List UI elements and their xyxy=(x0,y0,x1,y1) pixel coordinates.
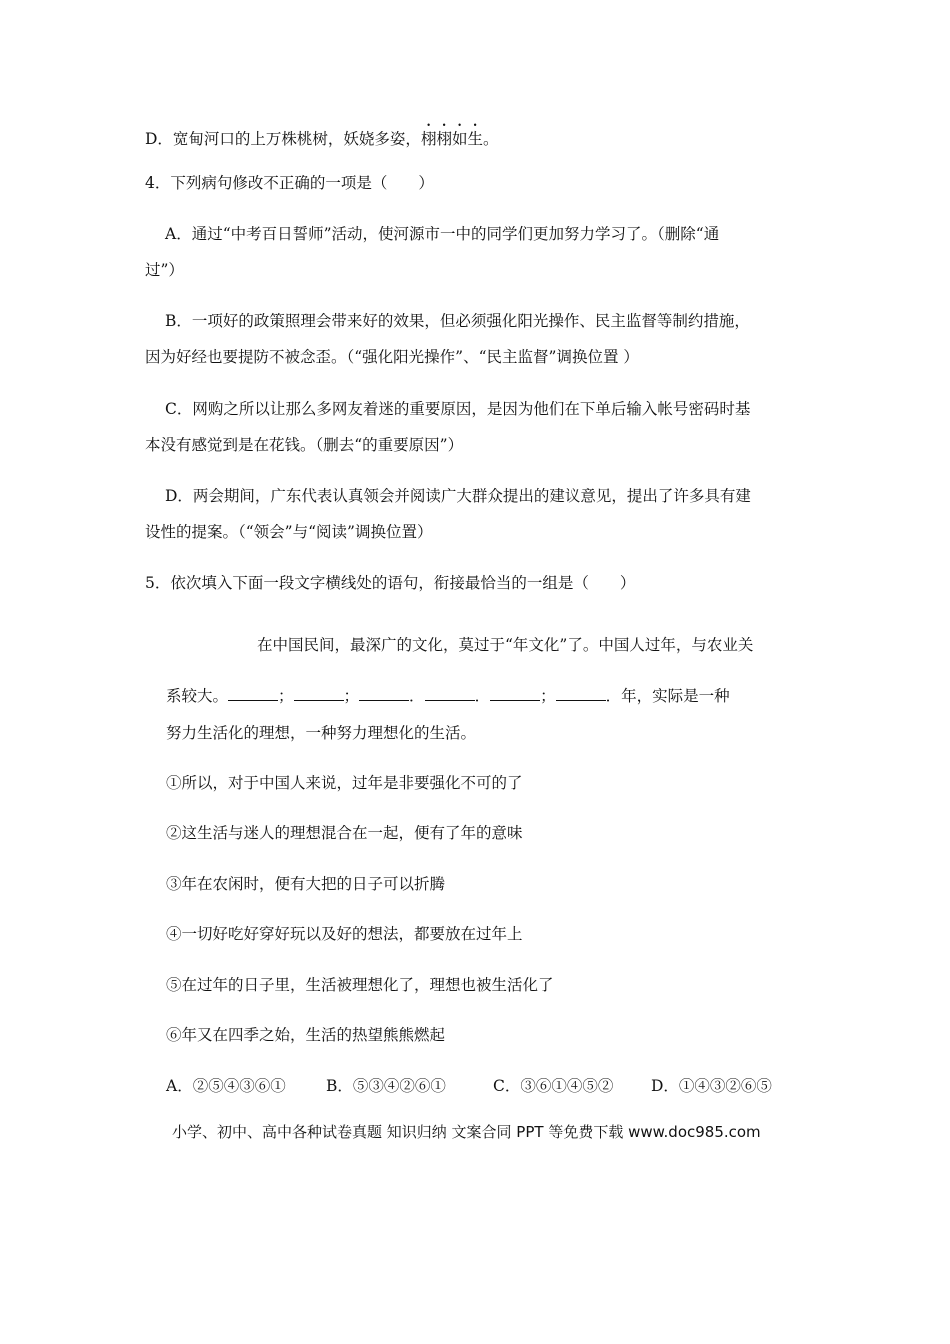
separator: ； xyxy=(540,687,556,705)
q4-option-b-line2: 因为好经也要提防不被念歪。（“强化阳光操作”、“民主监督”调换位置 ） xyxy=(145,348,639,366)
q4-option-d-line1: D．两会期间，广东代表认真领会并阅读广大群众提出的建议意见，提出了许多具有建 xyxy=(165,487,751,505)
footer-advertisement: 小学、初中、高中各种试卷真题 知识归纳 文案合同 PPT 等免费下载 www.doc985.com xyxy=(172,1123,761,1141)
q4-option-c-line1: C．网购之所以让那么多网友着迷的重要原因，是因为他们在下单后输入帐号密码时基 xyxy=(165,400,751,418)
fill-blank-3 xyxy=(359,686,409,701)
q5-option-a: A．②⑤④③⑥① xyxy=(166,1077,286,1095)
q5-item-2: ②这生活与迷人的理想混合在一起，便有了年的意味 xyxy=(166,824,523,842)
fill-blank-2 xyxy=(294,686,344,701)
q5-item-4: ④一切好吃好穿好玩以及好的想法，都要放在过年上 xyxy=(166,925,523,943)
q5-stem: 5．依次填入下面一段文字横线处的语句，衔接最恰当的一组是（ ） xyxy=(145,574,636,592)
q5-item-3: ③年在农闲时，便有大把的日子可以折腾 xyxy=(166,875,446,893)
q3-option-d-end: 。 xyxy=(482,130,499,148)
q5-passage-line2-start: 系较大。 xyxy=(166,687,229,705)
separator: ． xyxy=(409,687,425,705)
q5-passage-line1: 在中国民间，最深广的文化，莫过于“年文化”了。中国人过年，与农业关 xyxy=(257,636,754,654)
q3-option-d-text: D．宽甸河口的上万株桃树，妖娆多姿， xyxy=(145,130,421,148)
q5-item-1: ①所以，对于中国人来说，过年是非要强化不可的了 xyxy=(166,774,523,792)
q4-option-b-line1: B．一项好的政策照理会带来好的效果，但必须强化阳光操作、民主监督等制约措施， xyxy=(165,312,750,330)
separator: ． xyxy=(474,687,491,705)
separator: ； xyxy=(278,687,294,705)
q4-option-c-line2: 本没有感觉到是在花钱。（删去“的重要原因”） xyxy=(145,436,464,454)
q5-passage-line2-end: ．年，实际是一种 xyxy=(605,687,730,705)
q5-item-5: ⑤在过年的日子里，生活被理想化了，理想也被生活化了 xyxy=(166,976,554,994)
fill-blank-5 xyxy=(490,686,540,701)
q5-item-6: ⑥年又在四季之始，生活的热望熊熊燃起 xyxy=(166,1026,446,1044)
q4-option-a-line1: A．通过“中考百日誓师”活动，使河源市一中的同学们更加努力学习了。（删除“通 xyxy=(165,225,720,243)
q5-passage-line2 xyxy=(166,685,846,707)
q5-passage-line3: 努力生活化的理想，一种努力理想化的生活。 xyxy=(166,724,477,742)
q5-options xyxy=(166,1075,846,1097)
q4-option-a-line2: 过”） xyxy=(145,261,184,279)
q3-option-d-emphasized: 栩栩如生 xyxy=(420,130,483,148)
q5-option-d: D．①④③②⑥⑤ xyxy=(651,1077,772,1095)
q5-option-b: B．⑤③④②⑥① xyxy=(326,1077,446,1095)
separator: ； xyxy=(343,687,360,705)
fill-blank-6 xyxy=(556,686,606,701)
q4-stem: 4．下列病句修改不正确的一项是（ ） xyxy=(145,174,434,192)
q4-option-d-line2: 设性的提案。（“领会”与“阅读”调换位置） xyxy=(145,523,433,541)
fill-blank-1 xyxy=(228,686,278,701)
fill-blank-4 xyxy=(425,686,475,701)
q3-option-d xyxy=(145,121,825,150)
q5-option-c: C．③⑥①④⑤② xyxy=(493,1077,614,1095)
